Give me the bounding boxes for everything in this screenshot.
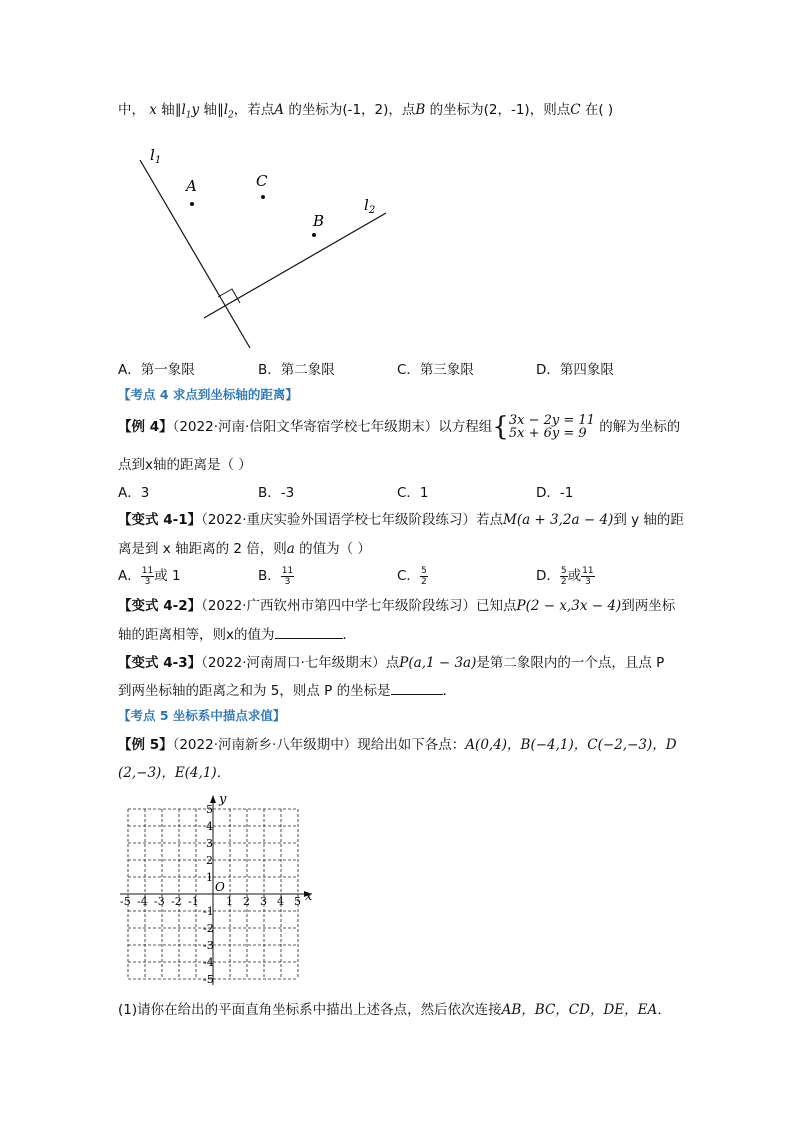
right-angle-mark bbox=[218, 289, 240, 303]
denominator: 3 bbox=[144, 576, 151, 587]
y-tick-label: 5 bbox=[206, 803, 213, 816]
variant-4-1-line2-text: 离是到 x 轴距离的 2 倍，则 bbox=[118, 541, 287, 557]
numerator: 11 bbox=[281, 565, 294, 576]
label-c: C bbox=[256, 172, 268, 190]
l2-symbol: l bbox=[223, 102, 229, 118]
example-4-source: （2022·河南·信阳文华寄宿学校七年级期末）以方程组 bbox=[172, 419, 493, 435]
fraction-11-3 bbox=[141, 566, 154, 587]
coord-b-text: 的坐标为(2，-1)，则点 bbox=[425, 102, 571, 118]
variant-4-2-line2-text: 轴的距离相等，则x的值为 bbox=[118, 627, 275, 643]
x-tick-label: -1 bbox=[188, 895, 199, 908]
example-4-option-d: D．-1 bbox=[536, 485, 574, 501]
x-tick-label: -4 bbox=[137, 895, 148, 908]
example-4-line2: 点到x轴的距离是（ ） bbox=[118, 457, 252, 473]
variant-4-2-source: （2022·广西钦州市第四中学七年级阶段练习）已知点 bbox=[201, 598, 517, 614]
x-tick-label: -2 bbox=[171, 895, 182, 908]
coord-a-text: 的坐标为(-1，2)，点 bbox=[284, 102, 416, 118]
question-1-segments: AB，BC，CD，DE，EA． bbox=[501, 1002, 671, 1018]
option-b-prefix: B． bbox=[258, 568, 281, 584]
x-tick-label: -5 bbox=[120, 895, 131, 908]
example-5-points-1: A(0,4)，B(−4,1)，C(−2,−3)，D bbox=[465, 737, 677, 753]
y-symbol: y bbox=[191, 102, 200, 118]
variant-4-1-option-d bbox=[536, 564, 595, 587]
coordinate-grid bbox=[115, 786, 320, 986]
denominator: 3 bbox=[284, 576, 291, 587]
variant-4-3-source: （2022·河南周口·七年级期末）点 bbox=[201, 655, 400, 671]
intro-mid: ，若点 bbox=[233, 102, 275, 118]
equation-2: 5x + 6y = 9 bbox=[508, 426, 587, 441]
intro-prefix: 中， bbox=[118, 102, 145, 118]
example-4-line1 bbox=[118, 414, 680, 440]
option-a: A．第一象限 bbox=[118, 362, 195, 378]
point-a-dot bbox=[190, 202, 194, 206]
variant-4-3-tag: 【变式 4-3】 bbox=[118, 655, 202, 671]
variant-4-2-tag: 【变式 4-2】 bbox=[118, 598, 202, 614]
equation-system bbox=[509, 414, 595, 440]
example-4-option-b: B．-3 bbox=[258, 485, 295, 501]
axis-text-2: 轴∥ bbox=[199, 102, 224, 118]
option-a-suffix: 或 1 bbox=[154, 568, 181, 584]
variant-4-1-tag: 【变式 4-1】 bbox=[118, 512, 202, 528]
label-l1: $l_1$ bbox=[150, 146, 162, 166]
y-tick-label: -4 bbox=[203, 956, 214, 969]
fraction-11-3 bbox=[281, 566, 294, 587]
label-l2: $l_2$ bbox=[364, 196, 376, 216]
answer-blank[interactable] bbox=[275, 626, 343, 639]
option-d-or: 或 bbox=[567, 568, 582, 584]
system-brace: { bbox=[492, 412, 509, 442]
x-tick-label: -3 bbox=[154, 895, 165, 908]
numerator: 5 bbox=[560, 565, 567, 576]
option-c-prefix: C． bbox=[397, 568, 420, 584]
variant-4-1-source: （2022·重庆实验外国语学校七年级阶段练习）若点 bbox=[201, 512, 503, 528]
variant-4-1-option-a bbox=[118, 564, 181, 587]
variant-4-2-line2 bbox=[118, 623, 356, 643]
variant-4-1-line1 bbox=[118, 508, 684, 528]
axis-text-1: 轴∥ bbox=[156, 102, 182, 118]
variable-a: a bbox=[286, 541, 295, 557]
variant-4-1-option-b bbox=[258, 564, 294, 587]
x-tick-label: 4 bbox=[277, 895, 284, 908]
numerator: 11 bbox=[141, 565, 154, 576]
denominator: 3 bbox=[585, 576, 591, 587]
fraction-5-2 bbox=[560, 566, 568, 587]
variant-4-3-expression: P(a,1 − 3a) bbox=[399, 655, 477, 671]
option-d-prefix: D． bbox=[536, 568, 560, 584]
x-tick-label: 2 bbox=[243, 895, 250, 908]
line-l2 bbox=[204, 213, 386, 318]
point-c-symbol: C bbox=[570, 102, 581, 118]
x-symbol: x bbox=[149, 102, 157, 118]
point-c-dot bbox=[261, 195, 265, 199]
perpendicular-lines-figure bbox=[120, 138, 410, 353]
point-a-symbol: A bbox=[274, 102, 285, 118]
variant-4-1-tail: 到 y 轴的距 bbox=[613, 512, 684, 528]
variant-4-3-line1 bbox=[118, 651, 664, 671]
answer-blank[interactable] bbox=[391, 682, 443, 695]
question-1 bbox=[118, 998, 671, 1018]
l2-subscript: 2 bbox=[228, 110, 234, 121]
option-b: B．第二象限 bbox=[258, 362, 335, 378]
section-4-heading: 【考点 4 求点到坐标轴的距离】 bbox=[118, 387, 298, 402]
example-4-option-a: A．3 bbox=[118, 485, 150, 501]
option-c: C．第三象限 bbox=[397, 362, 474, 378]
variant-4-2-end: ． bbox=[342, 627, 356, 643]
y-tick-label: -3 bbox=[203, 939, 214, 952]
variant-4-1-expression: M(a + 3,2a − 4) bbox=[503, 512, 614, 528]
question-1-text: (1)请你在给出的平面直角坐标系中描出上述各点，然后依次连接 bbox=[118, 1002, 502, 1018]
origin-label: O bbox=[215, 880, 225, 894]
option-d: D．第四象限 bbox=[536, 362, 614, 378]
option-a-prefix: A． bbox=[118, 568, 141, 584]
x-axis-label: x bbox=[305, 889, 313, 904]
variant-4-2-line1 bbox=[118, 594, 675, 614]
variant-4-2-tail: 到两坐标 bbox=[621, 598, 676, 614]
section-5-heading: 【考点 5 坐标系中描点求值】 bbox=[118, 708, 286, 723]
y-tick-label: 2 bbox=[206, 854, 213, 867]
variant-4-1-line2-end: 的值为（ ） bbox=[294, 541, 371, 557]
numerator: 11 bbox=[582, 565, 594, 576]
y-axis-arrow bbox=[210, 795, 216, 803]
x-tick-label: 5 bbox=[294, 895, 301, 908]
y-tick-label: 1 bbox=[206, 871, 213, 884]
example-5-points-2: (2,−3)，E(4,1)． bbox=[118, 765, 231, 781]
denominator: 2 bbox=[560, 576, 567, 587]
l1-symbol: l bbox=[181, 102, 186, 118]
intro-end: 在( ) bbox=[580, 102, 614, 118]
numerator: 5 bbox=[420, 565, 427, 576]
variant-4-3-line2 bbox=[118, 679, 456, 699]
denominator: 2 bbox=[420, 576, 427, 587]
variant-4-1-line2 bbox=[118, 537, 371, 557]
y-axis-label: y bbox=[219, 792, 227, 807]
y-tick-label: 4 bbox=[206, 820, 213, 833]
point-b-dot bbox=[312, 233, 316, 237]
example-4-option-c: C．1 bbox=[397, 485, 429, 501]
y-tick-label: -2 bbox=[203, 922, 214, 935]
fraction-5-2 bbox=[420, 566, 428, 587]
equation-1: 3x − 2y = 11 bbox=[508, 413, 595, 428]
y-tick-label: -1 bbox=[203, 905, 214, 918]
question-intro bbox=[118, 98, 613, 121]
variant-4-2-expression: P(2 − x,3x − 4) bbox=[516, 598, 622, 614]
x-tick-label: 3 bbox=[260, 895, 267, 908]
label-b: B bbox=[313, 212, 325, 230]
fraction-11-3 bbox=[581, 566, 594, 587]
variant-4-3-end: ． bbox=[442, 683, 457, 699]
example-5-line1 bbox=[118, 733, 677, 753]
variant-4-1-option-c bbox=[397, 564, 428, 587]
y-tick-label: 3 bbox=[206, 837, 213, 850]
variant-4-3-tail: 是第二象限内的一个点，且点 P bbox=[476, 655, 665, 671]
x-tick-label: 1 bbox=[226, 895, 233, 908]
example-4-tag: 【例 4】 bbox=[118, 419, 173, 435]
point-b-symbol: B bbox=[415, 102, 426, 118]
l1-subscript: 1 bbox=[185, 110, 192, 121]
label-a: A bbox=[186, 177, 197, 195]
example-4-tail: 的解为坐标的 bbox=[599, 419, 681, 435]
variant-4-3-line2-text: 到两坐标轴的距离之和为 5，则点 P 的坐标是 bbox=[118, 683, 391, 699]
example-5-source: （2022·河南新乡·八年级期中）现给出如下各点： bbox=[172, 737, 466, 753]
example-5-tag: 【例 5】 bbox=[118, 737, 173, 753]
y-tick-label: -5 bbox=[203, 973, 214, 986]
tick-labels bbox=[120, 792, 313, 986]
